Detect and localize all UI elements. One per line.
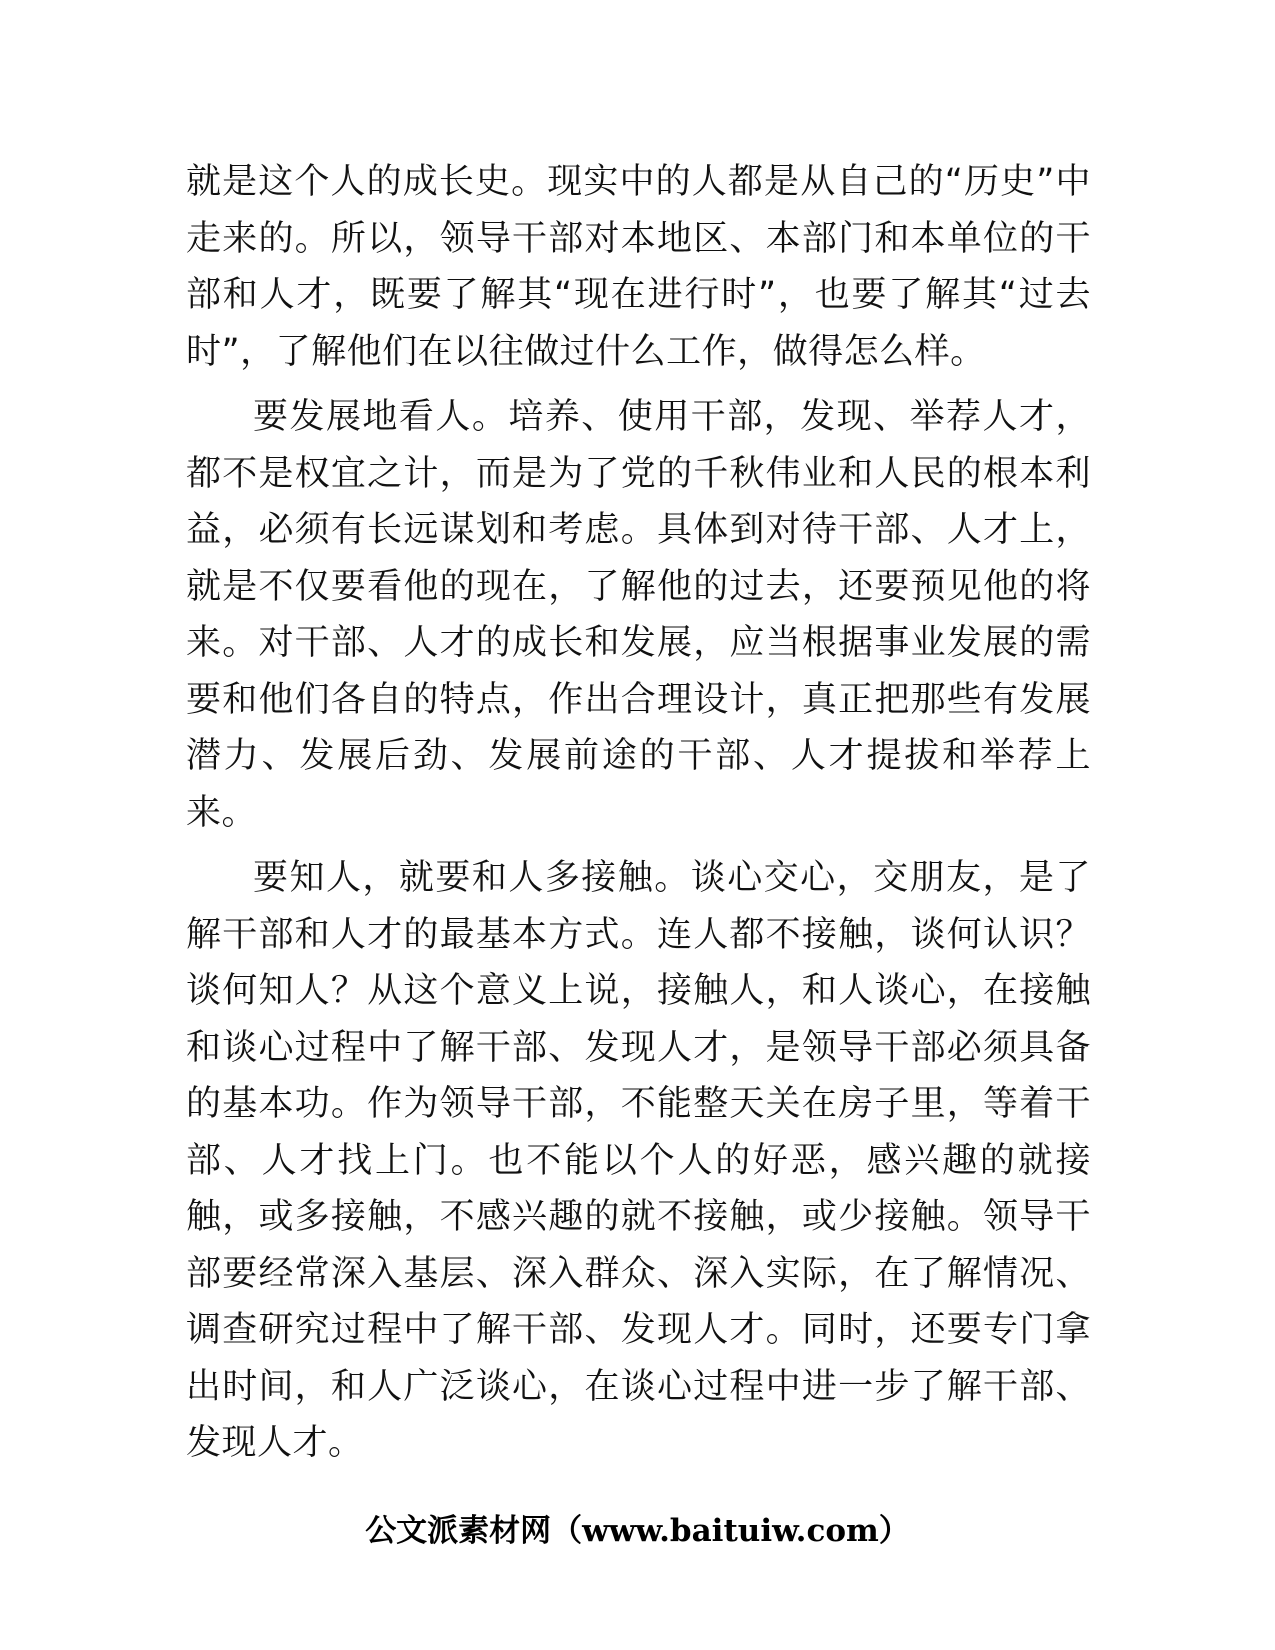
footer-source: 公文派素材网（www.baituiw.com） <box>365 1513 910 1549</box>
paragraph-continuation: 就是这个人的成长史。现实中的人都是从自己的“历史”中走来的。所以，领导干部对本地区、本部门和本单位的干部和人才，既要了解其“现在进行时”，也要了解其“过去时”，了解他们在以往做过什么工作，做得怎么样。 <box>186 162 1091 372</box>
body-text <box>186 154 1091 1481</box>
paragraph-develop-view: 要发展地看人。培养、使用干部，发现、举荐人才，都不是权宜之计，而是为了党的千秋伟业和人民的根本利益，必须有长远谋划和考虑。具体到对待干部、人才上，就是不仅要看他的现在，了解他的过去，还要预见他的将来。对干部、人才的成长和发展，应当根据事业发展的需要和他们各自的特点，作出合理设计，真正把那些有发展潜力、发展后劲、发展前途的干部、人才提拔和举荐上来。 <box>186 397 1091 833</box>
paragraph-contact-people: 要知人，就要和人多接触。谈心交心，交朋友，是了解干部和人才的最基本方式。连人都不接触，谈何认识？谈何知人？从这个意义上说，接触人，和人谈心，在接触和谈心过程中了解干部、发现人才，是领导干部必须具备的基本功。作为领导干部，不能整天关在房子里，等着干部、人才找上门。也不能以个人的好恶，感兴趣的就接触，或多接触，不感兴趣的就不接触，或少接触。领导干部要经常深入基层、深入群众、深入实际，在了解情况、调查研究过程中了解干部、发现人才。同时，还要专门拿出时间，和人广泛谈心，在谈心过程中进一步了解干部、发现人才。 <box>186 858 1091 1463</box>
